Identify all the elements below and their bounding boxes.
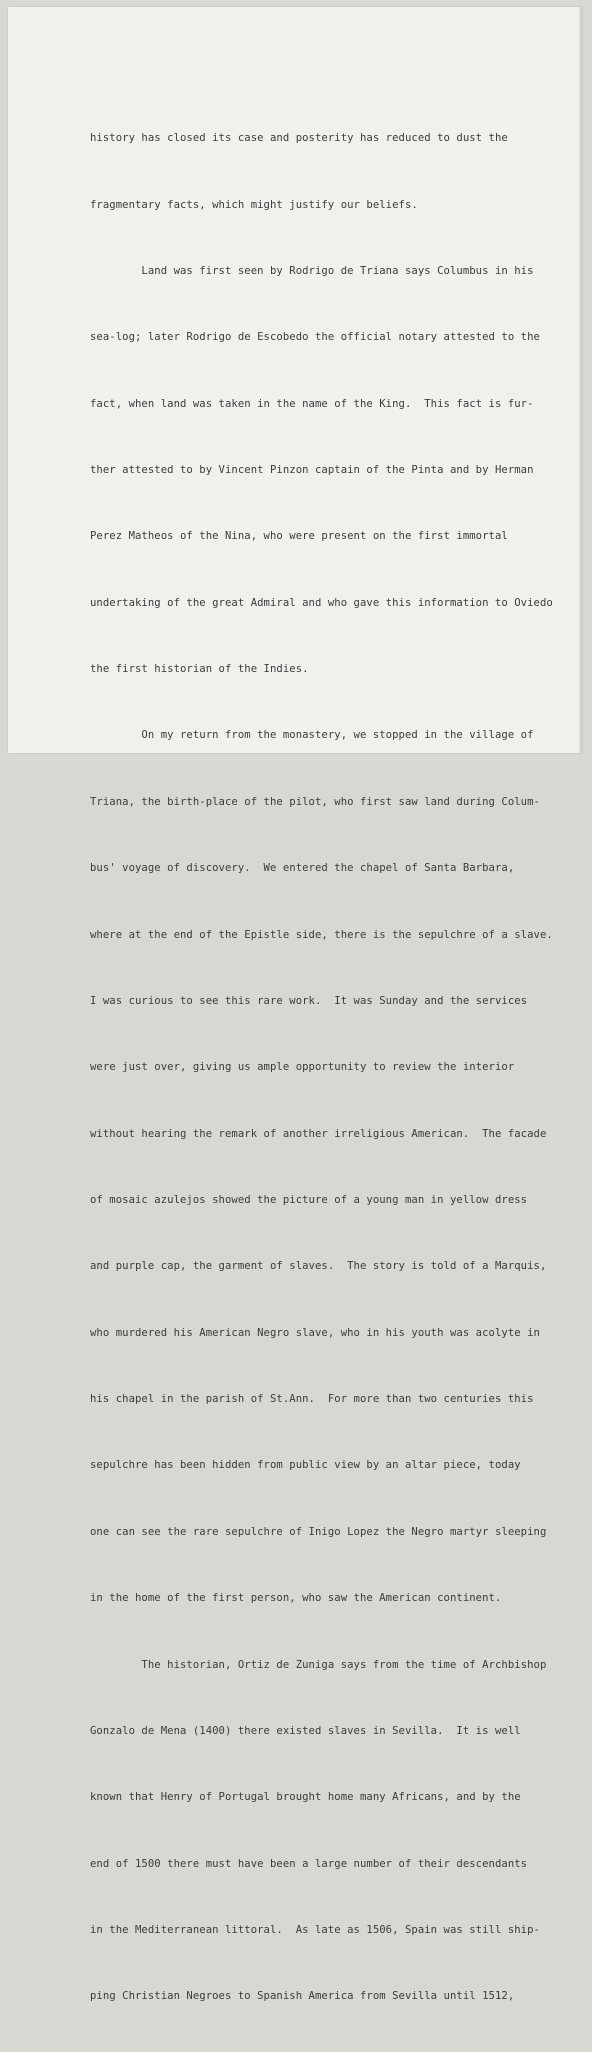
text-line: bus' voyage of discovery. We entered the chapel of Santa Barbara, xyxy=(90,862,515,875)
text-line: Gonzalo de Mena (1400) there existed slaves in Sevilla. It is well xyxy=(90,1724,521,1737)
text-line: The historian, Ortiz de Zuniga says from the time of Archbishop xyxy=(90,1658,547,1671)
text-line: one can see the rare sepulchre of Inigo Lopez the Negro martyr sleeping xyxy=(90,1525,547,1538)
text-line: history has closed its case and posterity has reduced to dust the xyxy=(90,132,508,145)
text-line: Perez Matheos of the Nina, who were present on the first immortal xyxy=(90,530,508,543)
text-line: undertaking of the great Admiral and who gave this information to Oviedo xyxy=(90,596,553,609)
typed-text xyxy=(90,83,553,2052)
text-line: and purple cap, the garment of slaves. The story is told of a Marquis, xyxy=(90,1260,547,1273)
text-line: Land was first seen by Rodrigo de Triana says Columbus in his xyxy=(90,264,534,277)
text-line: of mosaic azulejos showed the picture of a young man in yellow dress xyxy=(90,1194,528,1206)
text-line: where at the end of the Epistle side, there is the sepulchre of a slave. xyxy=(90,928,553,941)
text-line: sepulchre has been hidden from public view by an altar piece, today xyxy=(90,1459,521,1472)
text-line: ping Christian Negroes to Spanish America from Sevilla until 1512, xyxy=(90,1990,515,2003)
text-line: in the Mediterranean littoral. As late as 1506, Spain was still ship- xyxy=(90,1923,540,1936)
text-line: were just over, giving us ample opportunity to review the interior xyxy=(90,1061,515,1074)
text-line: On my return from the monastery, we stopped in the village of xyxy=(90,729,534,742)
text-line: fact, when land was taken in the name of the King. This fact is fur- xyxy=(90,397,534,410)
text-line: end of 1500 there must have been a large number of their descendants xyxy=(90,1857,528,1870)
typed-page xyxy=(8,7,582,2003)
text-line: in the home of the first person, who saw the American continent. xyxy=(90,1592,502,1605)
text-line: I was curious to see this rare work. It was Sunday and the services xyxy=(90,994,528,1007)
text-line: without hearing the remark of another irreligious American. The facade xyxy=(90,1127,547,1140)
text-line: known that Henry of Portugal brought home many Africans, and by the xyxy=(90,1791,521,1804)
text-line: fragmentary facts, which might justify our beliefs. xyxy=(90,198,418,211)
text-line: sea-log; later Rodrigo de Escobedo the official notary attested to the xyxy=(90,331,540,344)
text-line: ther attested to by Vincent Pinzon captain of the Pinta and by Herman xyxy=(90,464,534,477)
text-line: Triana, the birth-place of the pilot, who first saw land during Colum- xyxy=(90,795,540,808)
text-line: the first historian of the Indies. xyxy=(90,663,309,676)
text-line: who murdered his American Negro slave, who in his youth was acolyte in xyxy=(90,1326,540,1339)
text-line: his chapel in the parish of St.Ann. For more than two centuries this xyxy=(90,1393,534,1406)
